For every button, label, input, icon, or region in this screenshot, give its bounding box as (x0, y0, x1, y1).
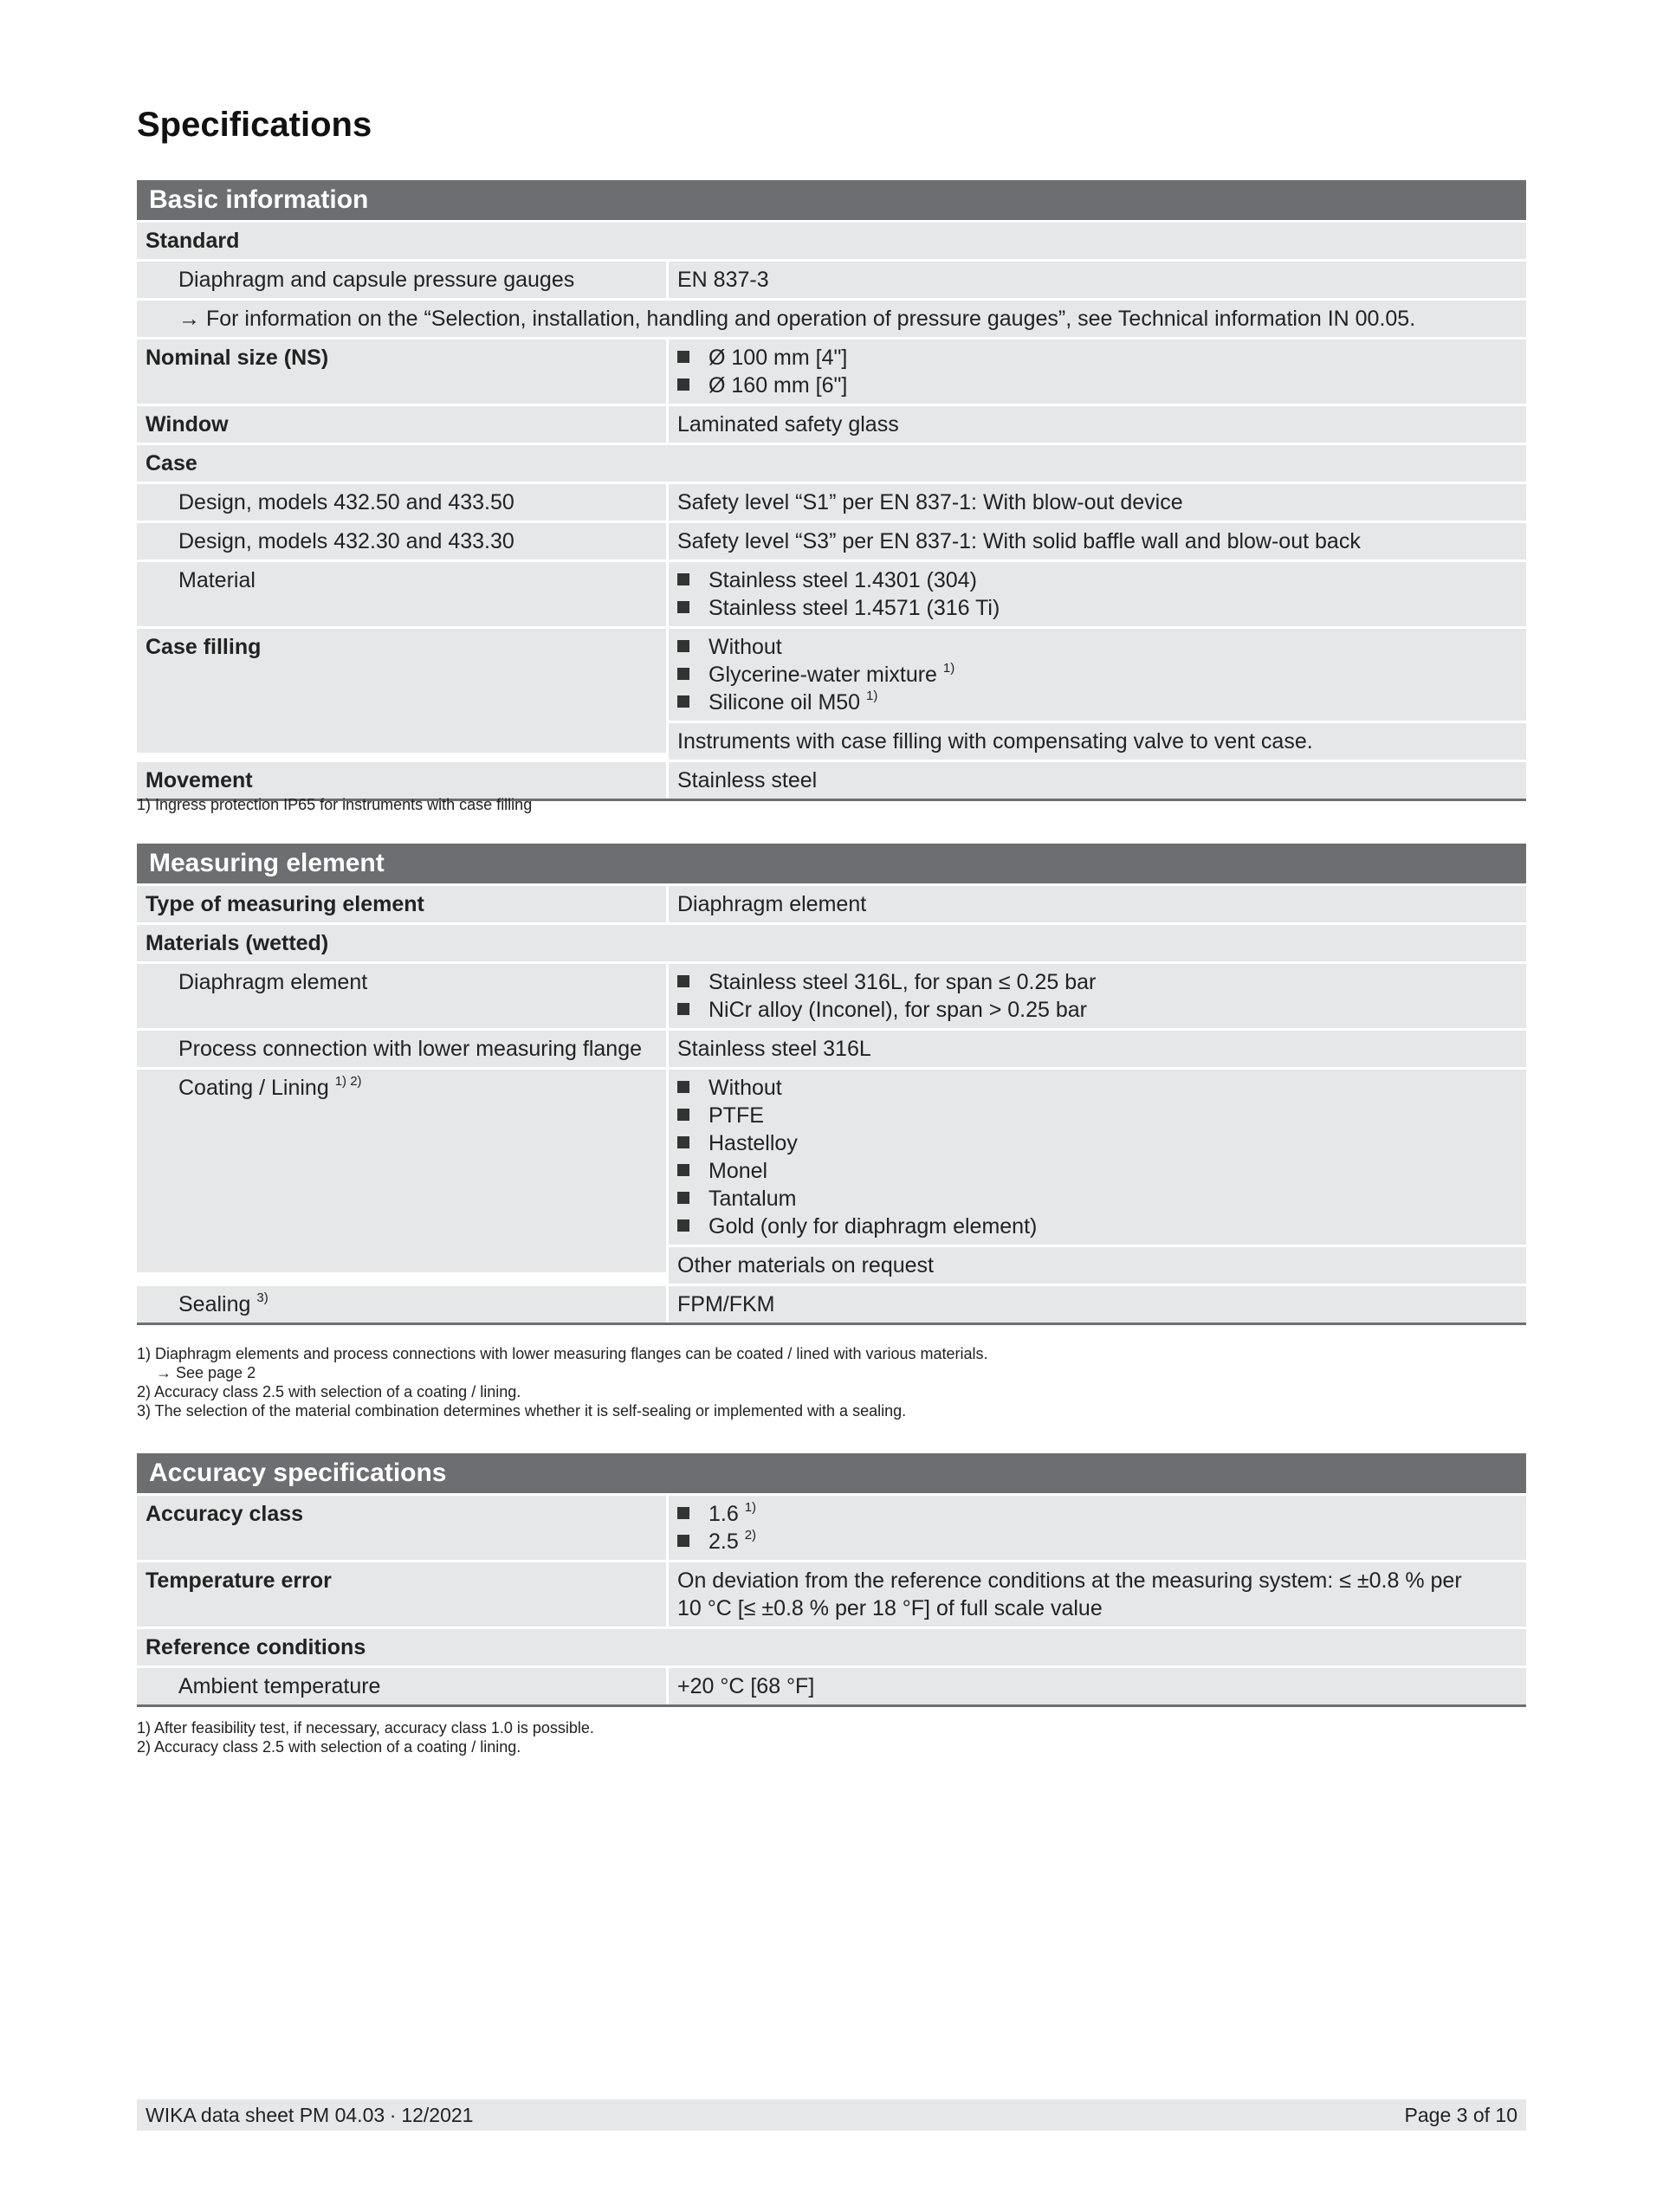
nominal-size-label: Nominal size (NS) (137, 340, 666, 404)
case-filling-group (669, 629, 1526, 762)
measuring-footnotes (137, 1344, 988, 1420)
window-label: Window (137, 406, 666, 443)
bullet-icon (677, 1535, 689, 1547)
list-item: Monel (677, 1157, 1517, 1185)
footnote: 2) Accuracy class 2.5 with selection of a coating / lining. (137, 1738, 521, 1756)
ambient-temperature-value: +20 °C [68 °F] (669, 1668, 1526, 1704)
temperature-error-line: On deviation from the reference conditions at the measuring system: ≤ ±0.8 % per (677, 1568, 1462, 1593)
bullet-icon (677, 573, 689, 585)
list-item: PTFE (677, 1102, 1517, 1129)
type-label: Type of measuring element (137, 886, 666, 922)
bullet-icon (677, 1507, 689, 1519)
list-item: Glycerine-water mixture $^{1)}$ (677, 661, 1517, 689)
process-connection-value: Stainless steel 316L (669, 1031, 1526, 1067)
list-item: Without (677, 1074, 1517, 1102)
section-header: Accuracy specifications (137, 1453, 1526, 1493)
diaphragm-element-label: Diaphragm element (137, 964, 666, 1028)
diaphragm-gauges-label: Diaphragm and capsule pressure gauges (137, 262, 666, 298)
bullet-icon (677, 695, 689, 708)
case-filling-note: Instruments with case filling with compensating valve to vent case. (669, 723, 1526, 760)
list-item: Hastelloy (677, 1129, 1517, 1157)
sealing-value: FPM/FKM (669, 1286, 1526, 1323)
standard-label: Standard (137, 223, 1526, 259)
accuracy-class-values (669, 1496, 1526, 1560)
nominal-size-values (669, 340, 1526, 404)
bullet-icon (677, 1003, 689, 1015)
bullet-icon (677, 1164, 689, 1176)
footnote: 3) The selection of the material combination determines whether it is self-sealing or implemented with a sealing. (137, 1402, 907, 1420)
bullet-icon (677, 975, 689, 987)
footnote: → See page 2 (156, 1364, 256, 1381)
footnote: 1) Ingress protection IP65 for instruments with case filling (137, 796, 533, 813)
temperature-error-line: 10 °C [≤ ±0.8 % per 18 °F] of full scale value (677, 1596, 1103, 1620)
ambient-temperature-label: Ambient temperature (137, 1668, 666, 1704)
bullet-icon (677, 1192, 689, 1204)
accuracy-footnotes (137, 1718, 594, 1756)
bullet-icon (677, 351, 689, 363)
bullet-icon (677, 668, 689, 680)
bullet-icon (677, 640, 689, 652)
list-item: Stainless steel 1.4571 (316 Ti) (677, 594, 1517, 622)
list-item: Tantalum (677, 1185, 1517, 1213)
list-item: 1.6 $^{1)}$ (677, 1500, 1517, 1528)
coating-note: Other materials on request (669, 1247, 1526, 1284)
material-label: Material (137, 562, 666, 626)
bullet-icon (677, 1109, 689, 1121)
measuring-element-section (137, 844, 1526, 1328)
technical-info-note: → For information on the “Selection, installation, handling and operation of pressure gauges”, see Technical information IN 00.05. (137, 301, 1526, 337)
coating-values (669, 1070, 1526, 1245)
footnote: 1) After feasibility test, if necessary, accuracy class 1.0 is possible. (137, 1719, 594, 1737)
basic-information-section (137, 180, 1526, 804)
sealing-label: Sealing $^{3)}$ (137, 1286, 666, 1323)
list-item: Stainless steel 1.4301 (304) (677, 566, 1517, 594)
reference-conditions-label: Reference conditions (137, 1629, 1526, 1665)
window-value: Laminated safety glass (669, 406, 1526, 443)
list-item: Gold (only for diaphragm element) (677, 1213, 1517, 1240)
bullet-icon (677, 1081, 689, 1093)
process-connection-label: Process connection with lower measuring flange (137, 1031, 666, 1067)
bullet-icon (677, 601, 689, 613)
temperature-error-label: Temperature error (137, 1562, 666, 1627)
design1-value: Safety level “S1” per EN 837-1: With blow-out device (669, 484, 1526, 521)
footnote: 2) Accuracy class 2.5 with selection of a coating / lining. (137, 1383, 521, 1400)
basic-footnotes (137, 795, 532, 814)
bullet-icon (677, 1136, 689, 1148)
list-item: Without (677, 633, 1517, 661)
bullet-icon (677, 1219, 689, 1232)
design2-value: Safety level “S3” per EN 837-1: With solid baffle wall and blow-out back (669, 523, 1526, 559)
case-label: Case (137, 445, 1526, 482)
movement-value: Stainless steel (669, 762, 1526, 799)
case-filling-values (669, 629, 1526, 721)
footnote: 1) Diaphragm elements and process connections with lower measuring flanges can be coated / lined with various materials. (137, 1345, 988, 1362)
list-item: Silicone oil M50 $^{1)}$ (677, 689, 1517, 716)
case-filling-label: Case filling (137, 629, 666, 753)
temperature-error-value (669, 1562, 1526, 1627)
coating-label: Coating / Lining $^{1) 2)}$ (137, 1070, 666, 1272)
design2-label: Design, models 432.30 and 433.30 (137, 523, 666, 559)
list-item: Ø 160 mm [6"] (677, 372, 1517, 399)
bullet-icon (677, 378, 689, 391)
list-item: Stainless steel 316L, for span ≤ 0.25 bar (677, 968, 1517, 996)
accuracy-section (137, 1453, 1526, 1710)
page-title: Specifications (137, 106, 372, 144)
page-footer (137, 2099, 1526, 2131)
footer-datasheet: WIKA data sheet PM 04.03 ∙ 12/2021 (146, 2104, 474, 2126)
accuracy-class-label: Accuracy class (137, 1496, 666, 1560)
diaphragm-gauges-value: EN 837-3 (669, 262, 1526, 298)
list-item: NiCr alloy (Inconel), for span > 0.25 bar (677, 996, 1517, 1024)
type-value: Diaphragm element (669, 886, 1526, 922)
materials-label: Materials (wetted) (137, 925, 1526, 961)
diaphragm-element-values (669, 964, 1526, 1028)
design1-label: Design, models 432.50 and 433.50 (137, 484, 666, 521)
footer-page-number: Page 3 of 10 (1404, 2104, 1517, 2126)
list-item: 2.5 $^{2)}$ (677, 1528, 1517, 1556)
coating-group (669, 1070, 1526, 1286)
material-values (669, 562, 1526, 626)
movement-label: Movement (137, 762, 666, 799)
section-header: Basic information (137, 180, 1526, 220)
list-item: Ø 100 mm [4"] (677, 344, 1517, 372)
section-header: Measuring element (137, 844, 1526, 883)
